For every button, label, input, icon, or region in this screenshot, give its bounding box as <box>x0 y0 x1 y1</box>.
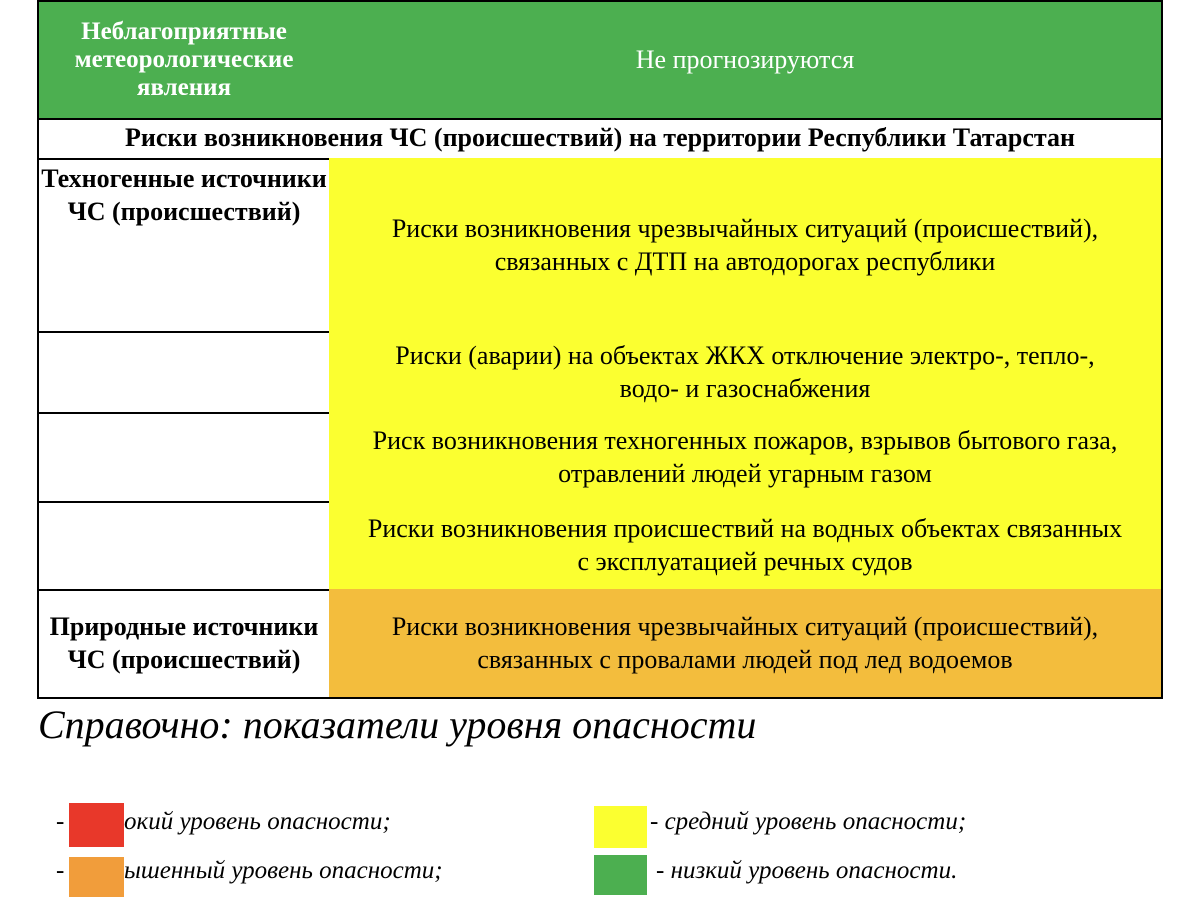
reference-title: Справочно: показатели уровня опасности <box>38 702 757 747</box>
header-meteo-label <box>37 0 331 120</box>
risk-row-4-text: Риски возникновения происшествий на водных объектах связанных с эксплуатацией речных судов <box>367 514 1123 576</box>
risk-title-row <box>37 118 1163 160</box>
risk-row-3 <box>329 412 1163 503</box>
risk-row-2 <box>329 331 1163 414</box>
legend-3-swatch <box>594 806 647 848</box>
header-forecast-text: Не прогнозируются <box>635 45 855 74</box>
legend-3-text: - средний уровень опасности; <box>650 808 967 835</box>
legend-1-dash: - <box>56 808 65 835</box>
risk-row-5-text: Риски возникновения чрезвычайных ситуаций (происшествий), связанных с провалами людей под лед водоемов <box>391 612 1099 674</box>
header-meteo-text: Неблагоприятные метеорологические явления <box>74 18 294 101</box>
legend-2-swatch <box>69 857 124 897</box>
category-empty-2 <box>37 331 331 414</box>
legend-4-text: - низкий уровень опасности. <box>656 857 958 884</box>
legend-1-text: окий уровень опасности; <box>124 808 391 835</box>
risk-row-1-text: Риски возникновения чрезвычайных ситуаций (происшествий), связанных с ДТП на автодорогах республики <box>391 213 1099 276</box>
legend-1-swatch <box>69 803 124 847</box>
risk-row-5 <box>329 589 1163 699</box>
header-forecast-cell <box>329 0 1163 120</box>
risk-row-3-text: Риск возникновения техногенных пожаров, взрывов бытового газа, отравлений людей угарным газом <box>372 425 1118 488</box>
risk-row-4 <box>329 501 1163 591</box>
risk-title: Риски возникновения ЧС (происшествий) на территории Республики Татарстан <box>125 123 1075 152</box>
legend-2-text: ышенный уровень опасности; <box>124 857 443 884</box>
risk-row-2-text: Риски (аварии) на объектах ЖКХ отключение электро-, тепло-, водо- и газоснабжения <box>395 340 1095 403</box>
category-empty-3 <box>37 412 331 503</box>
legend-4-swatch <box>594 855 647 895</box>
category-empty-4 <box>37 501 331 591</box>
category-technogenic <box>37 158 331 333</box>
category-natural-text: Природные источники ЧС (происшествий) <box>49 612 319 674</box>
legend-2-dash: - <box>56 857 65 884</box>
category-technogenic-text: Техногенные источники ЧС (происшествий) <box>41 164 327 226</box>
risk-row-1 <box>329 158 1163 333</box>
category-natural <box>37 589 331 699</box>
